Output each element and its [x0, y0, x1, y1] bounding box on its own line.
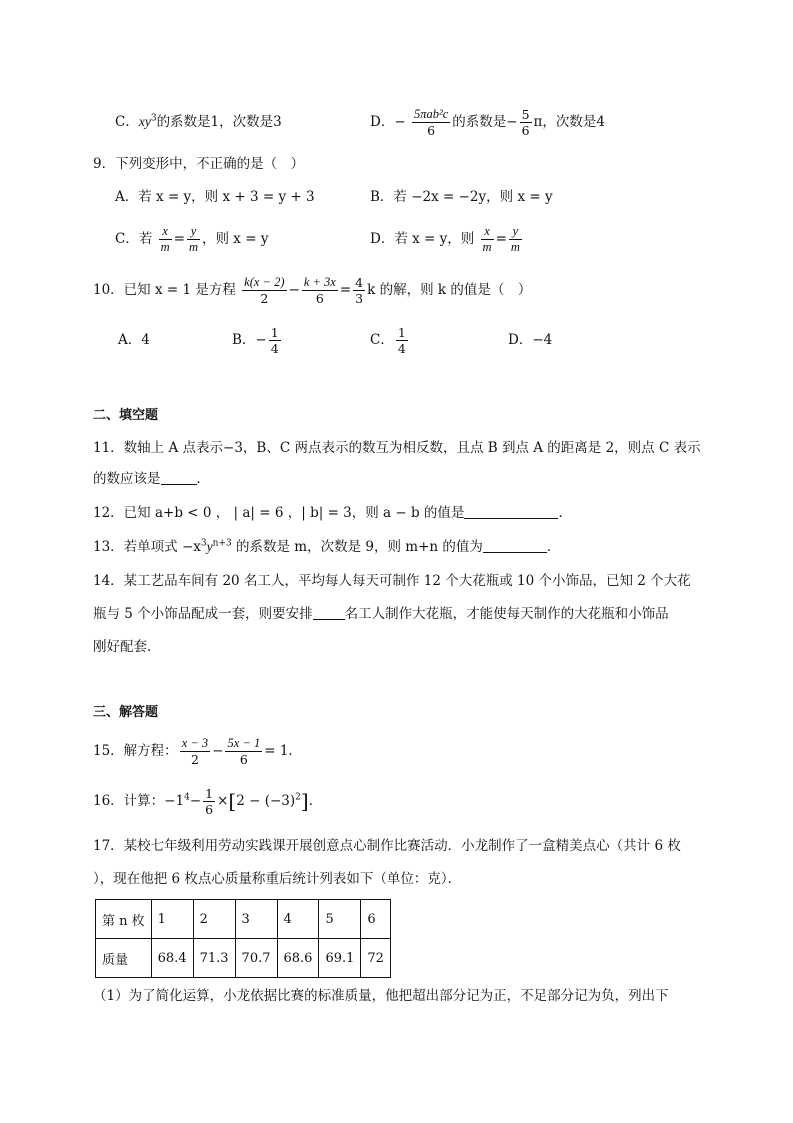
table-header-cell: 6 — [361, 900, 391, 939]
answer-blank — [161, 470, 197, 485]
q10-option-d: D．−4 — [508, 332, 553, 348]
table-cell: 质量 — [96, 939, 152, 978]
q9-stem: 9．下列变形中，不正确的是（ ） — [93, 156, 305, 172]
q13: 13．若单项式 $-x^3y^{n+3}$ 的系数是 m，次数是 9，则 m+n 的值为 ． — [93, 538, 561, 555]
table-cell: 71.3 — [193, 939, 235, 978]
q14-line1: 14．某工艺品车间有 20 名工人，平均每人每天可制作 12 个大花瓶或 10 个小饰品，已知 2 个大花 — [93, 573, 691, 589]
table-header-cell: 3 — [235, 900, 277, 939]
q10-option-c: C． $\frac{1}{4}$ — [370, 325, 406, 356]
fraction: $\frac{1}{6}$ — [205, 786, 214, 817]
table-header-cell: 1 — [151, 900, 193, 939]
q9-option-b: B．若 −2x = −2y，则 x = y — [370, 189, 553, 205]
table-header-cell: 4 — [277, 900, 319, 939]
q17-sub1: （1）为了简化运算，小龙依据比赛的标准质量，他把超出部分记为正，不足部分记为负，列出下 — [93, 988, 669, 1004]
q10-option-a: A．4 — [118, 332, 150, 348]
section-heading-fill-in: 二、填空题 — [93, 408, 159, 423]
fraction: $\frac{5}{6}$ — [521, 107, 530, 138]
table-cell: 72 — [361, 939, 391, 978]
q9-option-a: A．若 x = y，则 x + 3 = y + 3 — [115, 189, 315, 205]
q11-line1: 11．数轴上 A 点表示−3，B、C 两点表示的数互为相反数，且点 B 到点 A 的距离是 2，则点 C 表示 — [93, 440, 701, 456]
fraction: $\frac{x - 3}{2}$ — [181, 736, 209, 767]
table-cell: 68.4 — [151, 939, 193, 978]
q9-option-d: D．若 x = y，则 $\frac{x}{m}$ = $\frac{y}{m}$ — [370, 224, 520, 254]
q8-option-d: D．− $\frac{\text{5πab²c}}{6}$ 的系数是− $\frac{5}{6}$ π，次数是4 — [370, 107, 605, 138]
table-row — [96, 939, 391, 978]
fraction: $\frac{\text{5πab²c}}{6}$ — [413, 107, 449, 138]
table-row — [96, 900, 391, 939]
answer-blank — [313, 605, 345, 620]
q11-line2: 的数应该是 ． — [93, 471, 210, 487]
q17-line1: 17．某校七年级利用劳动实践课开展创意点心制作比赛活动．小龙制作了一盒精美点心（共计 6 枚 — [93, 838, 681, 854]
q17-line2: ），现在他把 6 枚点心质量称重后统计列表如下（单位：克）． — [93, 871, 462, 887]
table-cell: 68.6 — [277, 939, 319, 978]
q10-option-b: B．− $\frac{1}{4}$ — [232, 325, 279, 356]
mass-table — [95, 899, 391, 978]
fraction: $\frac{k + 3x}{6}$ — [303, 275, 336, 306]
answer-blank — [464, 504, 558, 519]
q12: 12．已知 a+b < 0 ， | a| = 6 ，| b| = 3，则 a − b 的值是 ． — [93, 505, 572, 521]
fraction: $\frac{x}{m}$ — [160, 224, 170, 254]
fraction: $\frac{1}{4}$ — [270, 325, 279, 356]
section-heading-solutions: 三、解答题 — [93, 705, 159, 720]
q14-line3: 刚好配套． — [93, 639, 161, 655]
q14-line2: 瓶与 5 个小饰品配成一套，则要安排 名工人制作大花瓶，才能使每天制作的大花瓶和小饰品 — [93, 606, 669, 622]
table-header-cell: 5 — [319, 900, 361, 939]
fraction: $\frac{y}{m}$ — [188, 224, 199, 254]
table-cell: 70.7 — [235, 939, 277, 978]
fraction: $\frac{5x - 1}{6}$ — [227, 736, 261, 767]
fraction: $\frac{4}{3}$ — [355, 275, 364, 306]
fraction: $\frac{k(x - 2)}{2}$ — [244, 275, 285, 306]
table-header-cell: 2 — [193, 900, 235, 939]
q15: 15．解方程： $\frac{x - 3}{2}$ − $\frac{5x - 1}{6}$ = 1． — [93, 736, 302, 767]
answer-blank — [483, 538, 547, 553]
q8-option-c: C．$xy^3$的系数是1，次数是3 — [115, 113, 282, 130]
q9-option-c: C．若 $\frac{x}{m}$ = $\frac{y}{m}$ ，则 x = y — [115, 224, 269, 254]
fraction: $\frac{1}{4}$ — [397, 325, 406, 356]
table-cell: 69.1 — [319, 939, 361, 978]
fraction: $\frac{y}{m}$ — [510, 224, 520, 254]
fraction: $\frac{x}{m}$ — [482, 224, 492, 254]
q10-stem: 10．已知 x = 1 是方程 $\frac{k(x - 2)}{2}$ − $\frac{k + 3x}{6}$ = $\frac{4}{3}$ k 的解，则 k 的值是（ ） — [93, 275, 532, 306]
table-header-cell: 第 n 枚 — [96, 900, 152, 939]
q16: 16．计算：$-1^4-$ $\frac{1}{6}$ $\times[2 - (-3)^2]$． — [93, 786, 323, 817]
